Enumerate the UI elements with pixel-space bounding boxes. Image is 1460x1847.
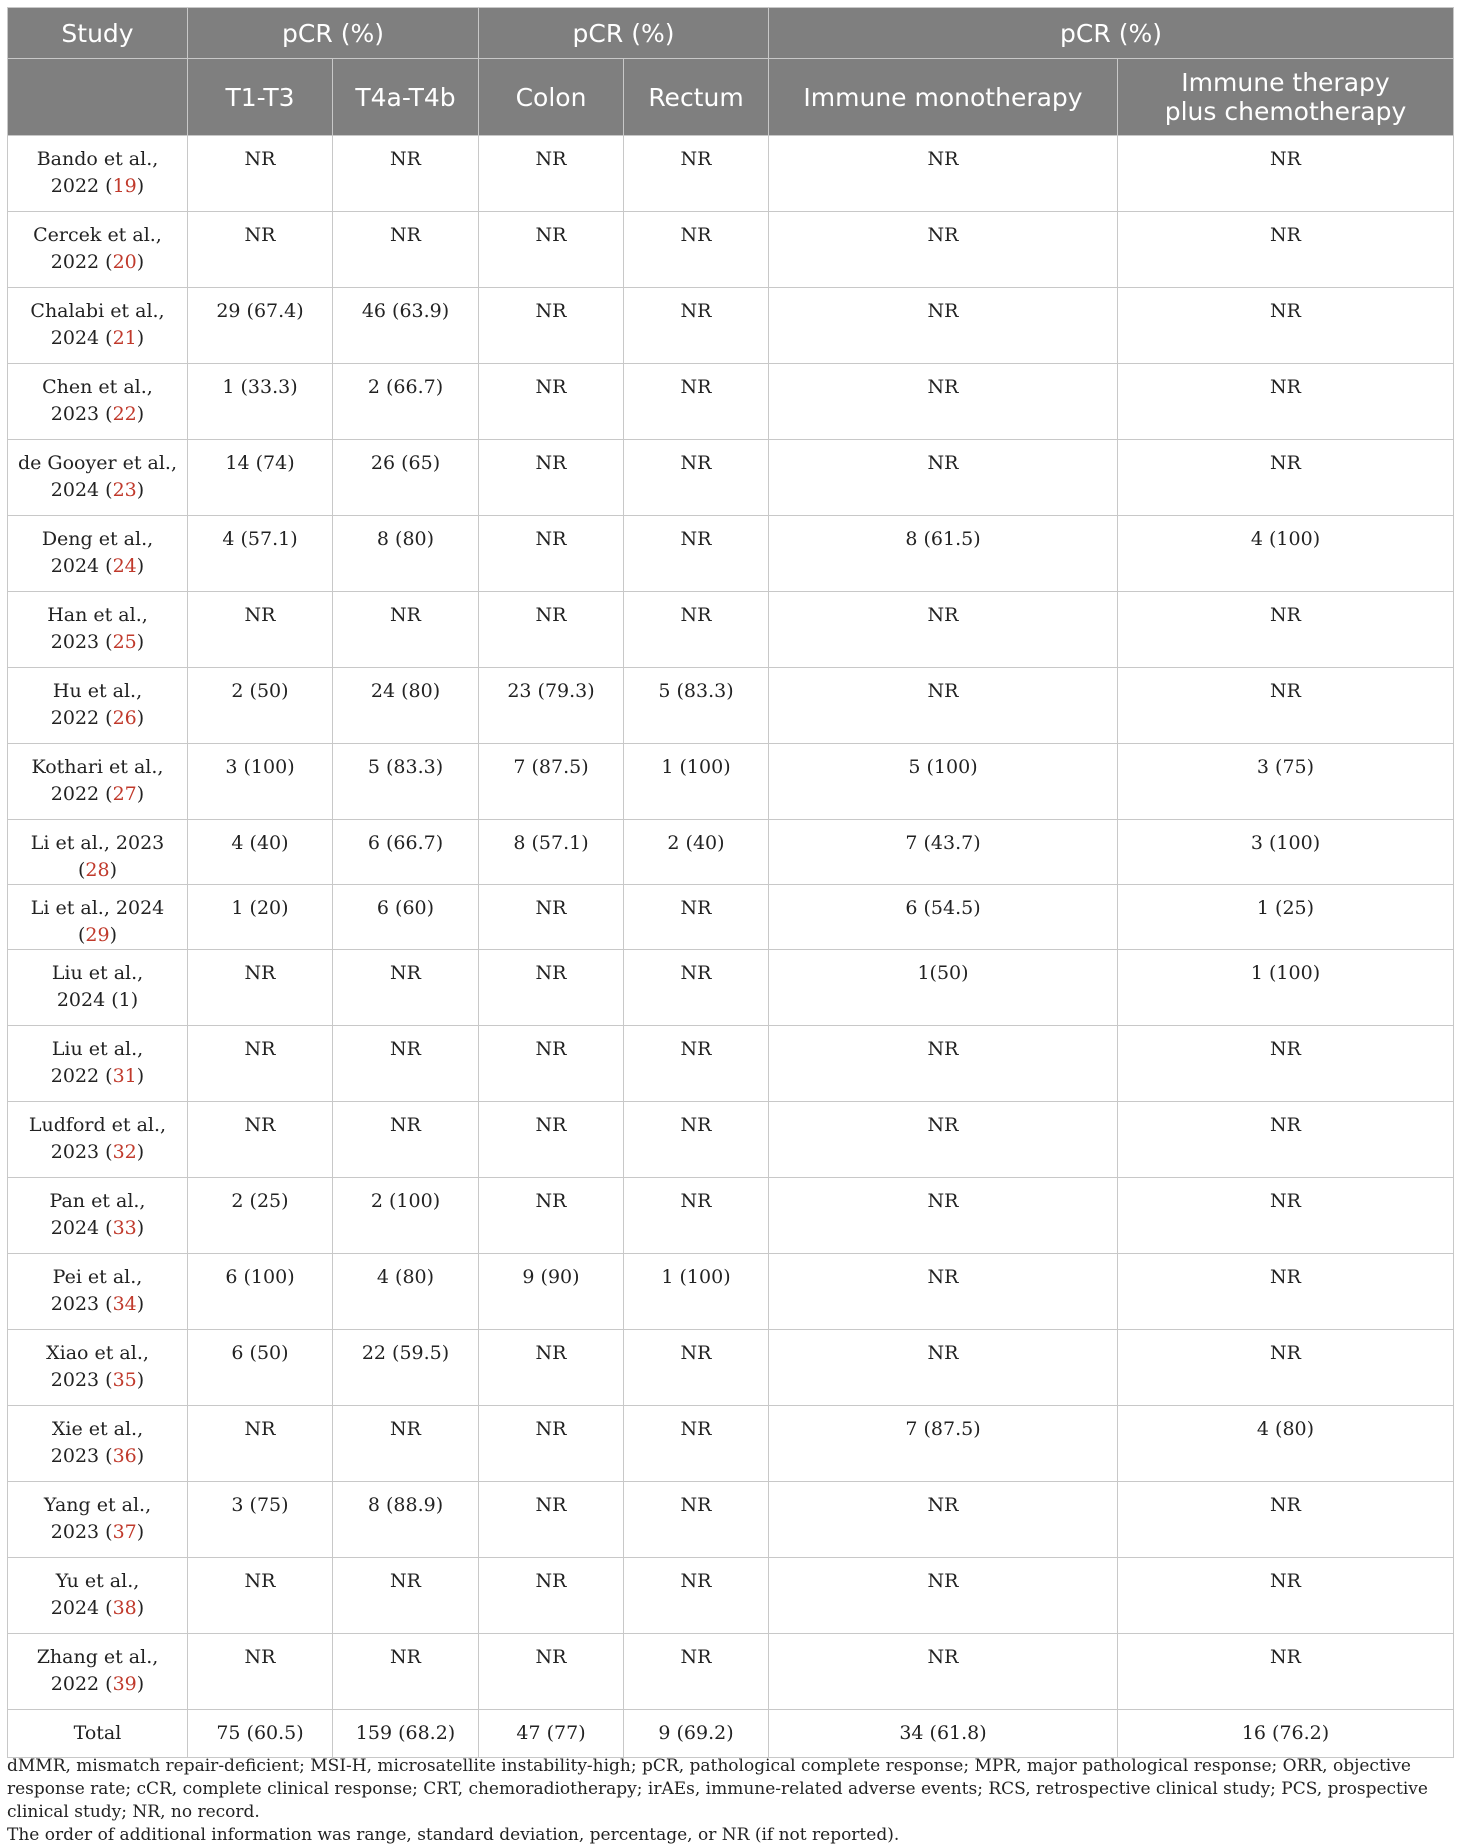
header-study-blank bbox=[8, 59, 188, 136]
reference-link[interactable]: 34 bbox=[112, 1293, 137, 1315]
value-cell: NR bbox=[1118, 212, 1454, 288]
study-cell bbox=[8, 1710, 188, 1758]
study-cell bbox=[8, 1406, 188, 1482]
reference-link[interactable]: 32 bbox=[112, 1141, 137, 1163]
value-cell: 26 (65) bbox=[333, 440, 479, 516]
value-cell: NR bbox=[1118, 1482, 1454, 1558]
study-cell bbox=[8, 1026, 188, 1102]
value-cell: NR bbox=[333, 136, 479, 212]
value-cell: NR bbox=[188, 136, 333, 212]
reference-close-paren: ) bbox=[136, 251, 145, 273]
study-year: 2024 ( bbox=[50, 479, 113, 501]
table-row bbox=[8, 364, 1454, 440]
header-group-therapy: pCR (%) bbox=[769, 8, 1454, 59]
value-cell: 5 (83.3) bbox=[333, 744, 479, 820]
value-cell: NR bbox=[1118, 668, 1454, 744]
value-cell: NR bbox=[624, 364, 769, 440]
value-cell: 4 (80) bbox=[1118, 1406, 1454, 1482]
value-cell: NR bbox=[1118, 440, 1454, 516]
study-author: Bando et al., bbox=[36, 148, 159, 170]
value-cell: NR bbox=[769, 1026, 1118, 1102]
value-cell: 1(50) bbox=[769, 950, 1118, 1026]
reference-close-paren: ) bbox=[136, 555, 145, 577]
value-cell: NR bbox=[333, 592, 479, 668]
value-cell: 1 (25) bbox=[1118, 885, 1454, 950]
reference-link[interactable]: 35 bbox=[112, 1369, 137, 1391]
value-cell: NR bbox=[1118, 1102, 1454, 1178]
value-cell: 4 (57.1) bbox=[188, 516, 333, 592]
reference-close-paren: ) bbox=[136, 479, 145, 501]
value-cell: NR bbox=[624, 1102, 769, 1178]
study-cell bbox=[8, 744, 188, 820]
value-cell: 4 (40) bbox=[188, 820, 333, 885]
table-row bbox=[8, 1406, 1454, 1482]
value-cell: NR bbox=[1118, 1634, 1454, 1710]
value-cell: NR bbox=[1118, 288, 1454, 364]
value-cell: 1 (20) bbox=[188, 885, 333, 950]
study-cell bbox=[8, 1178, 188, 1254]
table-row bbox=[8, 1558, 1454, 1634]
value-cell: NR bbox=[479, 885, 624, 950]
reference-close-paren: ) bbox=[136, 1065, 145, 1087]
reference-link[interactable]: 33 bbox=[112, 1217, 137, 1239]
reference-close-paren: ) bbox=[136, 175, 145, 197]
value-cell: 9 (69.2) bbox=[624, 1710, 769, 1758]
value-cell: NR bbox=[1118, 1330, 1454, 1406]
value-cell: NR bbox=[333, 1634, 479, 1710]
study-author: Deng et al., bbox=[41, 528, 154, 550]
reference-close-paren: ) bbox=[136, 1293, 145, 1315]
table-body bbox=[8, 136, 1454, 1758]
value-cell: NR bbox=[769, 440, 1118, 516]
results-table-container bbox=[7, 7, 1453, 1758]
reference-link[interactable]: 23 bbox=[112, 479, 137, 501]
study-cell bbox=[8, 364, 188, 440]
study-cell bbox=[8, 440, 188, 516]
value-cell: NR bbox=[624, 1406, 769, 1482]
value-cell: 2 (25) bbox=[188, 1178, 333, 1254]
value-cell: NR bbox=[1118, 1558, 1454, 1634]
header-group-stage: pCR (%) bbox=[188, 8, 479, 59]
study-author: Liu et al., bbox=[51, 962, 144, 984]
table-row bbox=[8, 440, 1454, 516]
study-year: 2022 ( bbox=[50, 175, 113, 197]
value-cell: 2 (66.7) bbox=[333, 364, 479, 440]
value-cell: 5 (100) bbox=[769, 744, 1118, 820]
value-cell: NR bbox=[479, 136, 624, 212]
value-cell: NR bbox=[624, 440, 769, 516]
study-cell bbox=[8, 885, 188, 950]
reference-link[interactable]: 24 bbox=[112, 555, 137, 577]
value-cell: NR bbox=[333, 1558, 479, 1634]
table-row bbox=[8, 1026, 1454, 1102]
table-row bbox=[8, 1330, 1454, 1406]
value-cell: NR bbox=[333, 1026, 479, 1102]
study-author: Pei et al., bbox=[52, 1266, 143, 1288]
value-cell: 7 (87.5) bbox=[769, 1406, 1118, 1482]
reference-link[interactable]: 25 bbox=[112, 631, 137, 653]
value-cell: 75 (60.5) bbox=[188, 1710, 333, 1758]
value-cell: 8 (80) bbox=[333, 516, 479, 592]
reference-link[interactable]: 27 bbox=[112, 783, 137, 805]
value-cell: NR bbox=[769, 288, 1118, 364]
value-cell: NR bbox=[769, 1482, 1118, 1558]
value-cell: 6 (60) bbox=[333, 885, 479, 950]
value-cell: NR bbox=[479, 1026, 624, 1102]
reference-close-paren: ) bbox=[136, 1521, 145, 1543]
value-cell: 1 (100) bbox=[624, 1254, 769, 1330]
footnote-abbreviations: dMMR, mismatch repair-deficient; MSI-H, microsatellite instability-high; pCR, pathological complete response; MPR, major pathological response; ORR, objective response rate; cCR, complete clinical response; CRT, chemoradiotherapy; irAEs, immune-related adverse events; RCS, retrospective clinical study; PCS, prospective clinical study; NR, no record. bbox=[7, 1756, 1428, 1822]
study-cell bbox=[8, 1558, 188, 1634]
value-cell: NR bbox=[479, 440, 624, 516]
value-cell: 4 (100) bbox=[1118, 516, 1454, 592]
value-cell: NR bbox=[1118, 1254, 1454, 1330]
reference-link[interactable]: 36 bbox=[112, 1445, 137, 1467]
table-row bbox=[8, 668, 1454, 744]
reference-link[interactable]: 21 bbox=[112, 327, 137, 349]
value-cell: NR bbox=[479, 212, 624, 288]
value-cell: 22 (59.5) bbox=[333, 1330, 479, 1406]
value-cell: 6 (50) bbox=[188, 1330, 333, 1406]
pcr-table bbox=[7, 7, 1454, 1758]
study-cell bbox=[8, 516, 188, 592]
study-year: 2024 ( bbox=[50, 327, 113, 349]
reference-link[interactable]: 28 bbox=[85, 859, 110, 881]
study-author: de Gooyer et al., bbox=[17, 452, 177, 474]
value-cell: NR bbox=[479, 1102, 624, 1178]
study-author: Xie et al., bbox=[51, 1418, 144, 1440]
table-header bbox=[8, 8, 1454, 136]
value-cell: 9 (90) bbox=[479, 1254, 624, 1330]
value-cell: NR bbox=[479, 1178, 624, 1254]
study-author: Total bbox=[73, 1722, 122, 1744]
reference-close-paren: ) bbox=[136, 327, 145, 349]
study-author: Chen et al., bbox=[42, 376, 153, 398]
study-year: 2023 ( bbox=[50, 631, 113, 653]
value-cell: NR bbox=[769, 1178, 1118, 1254]
study-cell bbox=[8, 288, 188, 364]
value-cell: NR bbox=[624, 1558, 769, 1634]
reference-close-paren: ) bbox=[136, 1445, 145, 1467]
value-cell: NR bbox=[769, 212, 1118, 288]
reference-close-paren: ) bbox=[136, 1369, 145, 1391]
value-cell: NR bbox=[333, 950, 479, 1026]
study-year: 2022 ( bbox=[50, 707, 113, 729]
study-year: 2023 ( bbox=[50, 1521, 113, 1543]
value-cell: 34 (61.8) bbox=[769, 1710, 1118, 1758]
study-cell bbox=[8, 212, 188, 288]
table-row bbox=[8, 950, 1454, 1026]
value-cell: NR bbox=[769, 592, 1118, 668]
study-year: 2023 ( bbox=[50, 403, 113, 425]
study-year: 2024 ( bbox=[50, 1597, 113, 1619]
study-cell bbox=[8, 1102, 188, 1178]
footnote-order: The order of additional information was range, standard deviation, percentage, or NR (if not reported). bbox=[7, 1825, 900, 1845]
study-author: Han et al., bbox=[47, 604, 148, 626]
value-cell: NR bbox=[624, 516, 769, 592]
study-year: 2022 ( bbox=[50, 1673, 113, 1695]
study-year: 2023 ( bbox=[50, 1293, 113, 1315]
table-row bbox=[8, 136, 1454, 212]
value-cell: 159 (68.2) bbox=[333, 1710, 479, 1758]
header-immune-monotherapy: Immune monotherapy bbox=[769, 59, 1118, 136]
value-cell: NR bbox=[333, 1406, 479, 1482]
value-cell: NR bbox=[769, 1558, 1118, 1634]
value-cell: NR bbox=[769, 1330, 1118, 1406]
value-cell: NR bbox=[624, 950, 769, 1026]
value-cell: 29 (67.4) bbox=[188, 288, 333, 364]
reference-close-paren: ) bbox=[136, 631, 145, 653]
value-cell: NR bbox=[188, 1026, 333, 1102]
study-year: 2023 ( bbox=[50, 1445, 113, 1467]
reference-close-paren: ) bbox=[109, 924, 118, 946]
value-cell: 8 (61.5) bbox=[769, 516, 1118, 592]
header-group-site: pCR (%) bbox=[479, 8, 769, 59]
value-cell: NR bbox=[624, 592, 769, 668]
value-cell: NR bbox=[188, 1634, 333, 1710]
value-cell: NR bbox=[1118, 1178, 1454, 1254]
value-cell: NR bbox=[1118, 592, 1454, 668]
reference-link[interactable]: 37 bbox=[112, 1521, 137, 1543]
value-cell: 3 (100) bbox=[188, 744, 333, 820]
study-cell bbox=[8, 1330, 188, 1406]
value-cell: NR bbox=[479, 364, 624, 440]
value-cell: 16 (76.2) bbox=[1118, 1710, 1454, 1758]
table-row bbox=[8, 820, 1454, 885]
value-cell: NR bbox=[333, 1102, 479, 1178]
study-cell bbox=[8, 1634, 188, 1710]
value-cell: 8 (57.1) bbox=[479, 820, 624, 885]
value-cell: NR bbox=[769, 364, 1118, 440]
study-cell bbox=[8, 136, 188, 212]
table-row bbox=[8, 592, 1454, 668]
study-author: Liu et al., bbox=[51, 1038, 144, 1060]
study-author: Li et al., 2024 ( bbox=[30, 897, 165, 946]
value-cell: 24 (80) bbox=[333, 668, 479, 744]
study-author: Zhang et al., bbox=[36, 1646, 159, 1668]
value-cell: NR bbox=[624, 288, 769, 364]
reference-close-paren: ) bbox=[136, 1141, 145, 1163]
value-cell: NR bbox=[479, 592, 624, 668]
header-t1-t3: T1-T3 bbox=[188, 59, 333, 136]
header-immune-plus-chemo: Immune therapy plus chemotherapy bbox=[1118, 59, 1454, 136]
table-row bbox=[8, 885, 1454, 950]
table-footnotes bbox=[7, 1755, 1453, 1847]
value-cell: NR bbox=[479, 1482, 624, 1558]
table-row bbox=[8, 744, 1454, 820]
study-year: 2023 ( bbox=[50, 1141, 113, 1163]
value-cell: NR bbox=[624, 885, 769, 950]
reference-close-paren: ) bbox=[136, 783, 145, 805]
value-cell: NR bbox=[624, 1178, 769, 1254]
value-cell: NR bbox=[624, 212, 769, 288]
value-cell: 2 (100) bbox=[333, 1178, 479, 1254]
table-row bbox=[8, 1178, 1454, 1254]
table-row bbox=[8, 1102, 1454, 1178]
value-cell: NR bbox=[188, 1406, 333, 1482]
value-cell: 1 (100) bbox=[1118, 950, 1454, 1026]
reference-link[interactable]: 19 bbox=[112, 175, 137, 197]
value-cell: 6 (66.7) bbox=[333, 820, 479, 885]
table-row bbox=[8, 288, 1454, 364]
reference-close-paren: ) bbox=[136, 707, 145, 729]
value-cell: NR bbox=[333, 212, 479, 288]
reference-link[interactable]: 38 bbox=[112, 1597, 137, 1619]
value-cell: NR bbox=[188, 1102, 333, 1178]
study-author: Yu et al., bbox=[55, 1570, 140, 1592]
value-cell: NR bbox=[769, 668, 1118, 744]
value-cell: NR bbox=[1118, 1026, 1454, 1102]
value-cell: NR bbox=[624, 1482, 769, 1558]
value-cell: 6 (54.5) bbox=[769, 885, 1118, 950]
header-study: Study bbox=[8, 8, 188, 59]
value-cell: 4 (80) bbox=[333, 1254, 479, 1330]
value-cell: NR bbox=[479, 950, 624, 1026]
value-cell: NR bbox=[479, 516, 624, 592]
value-cell: 3 (75) bbox=[188, 1482, 333, 1558]
value-cell: NR bbox=[1118, 136, 1454, 212]
value-cell: NR bbox=[769, 1254, 1118, 1330]
study-cell bbox=[8, 668, 188, 744]
header-t4a-t4b: T4a-T4b bbox=[333, 59, 479, 136]
value-cell: NR bbox=[1118, 364, 1454, 440]
table-row bbox=[8, 1254, 1454, 1330]
reference-close-paren: ) bbox=[136, 403, 145, 425]
value-cell: 3 (100) bbox=[1118, 820, 1454, 885]
value-cell: 8 (88.9) bbox=[333, 1482, 479, 1558]
header-colon: Colon bbox=[479, 59, 624, 136]
table-row bbox=[8, 1710, 1454, 1758]
value-cell: NR bbox=[188, 592, 333, 668]
value-cell: NR bbox=[624, 1330, 769, 1406]
value-cell: NR bbox=[479, 1406, 624, 1482]
value-cell: NR bbox=[769, 136, 1118, 212]
value-cell: NR bbox=[769, 1634, 1118, 1710]
reference-close-paren: ) bbox=[109, 859, 118, 881]
value-cell: 7 (87.5) bbox=[479, 744, 624, 820]
study-author: Yang et al., bbox=[43, 1494, 152, 1516]
study-author: Li et al., 2023 ( bbox=[30, 832, 165, 881]
reference-link[interactable]: 22 bbox=[112, 403, 137, 425]
value-cell: NR bbox=[188, 950, 333, 1026]
study-author: Chalabi et al., bbox=[30, 300, 165, 322]
value-cell: 2 (50) bbox=[188, 668, 333, 744]
value-cell: NR bbox=[188, 1558, 333, 1634]
value-cell: 14 (74) bbox=[188, 440, 333, 516]
study-year: 2022 ( bbox=[50, 783, 113, 805]
study-author: Cercek et al., bbox=[33, 224, 162, 246]
value-cell: 5 (83.3) bbox=[624, 668, 769, 744]
reference-link[interactable]: 31 bbox=[112, 1065, 137, 1087]
value-cell: 23 (79.3) bbox=[479, 668, 624, 744]
table-row bbox=[8, 1482, 1454, 1558]
study-cell bbox=[8, 592, 188, 668]
header-rectum: Rectum bbox=[624, 59, 769, 136]
value-cell: 1 (100) bbox=[624, 744, 769, 820]
value-cell: NR bbox=[479, 288, 624, 364]
study-author: Pan et al., bbox=[49, 1190, 146, 1212]
study-author: Kothari et al., bbox=[31, 756, 164, 778]
value-cell: 6 (100) bbox=[188, 1254, 333, 1330]
table-row bbox=[8, 212, 1454, 288]
value-cell: 3 (75) bbox=[1118, 744, 1454, 820]
study-year: 2024 ( bbox=[50, 555, 113, 577]
value-cell: NR bbox=[624, 1026, 769, 1102]
table-row bbox=[8, 516, 1454, 592]
value-cell: 46 (63.9) bbox=[333, 288, 479, 364]
reference-link[interactable]: 29 bbox=[85, 924, 110, 946]
value-cell: NR bbox=[624, 1634, 769, 1710]
study-cell bbox=[8, 1482, 188, 1558]
study-author: Hu et al., bbox=[52, 680, 143, 702]
value-cell: NR bbox=[479, 1634, 624, 1710]
value-cell: NR bbox=[479, 1558, 624, 1634]
value-cell: NR bbox=[624, 136, 769, 212]
table-row bbox=[8, 1634, 1454, 1710]
study-cell bbox=[8, 820, 188, 885]
value-cell: 2 (40) bbox=[624, 820, 769, 885]
reference-link[interactable]: 20 bbox=[112, 251, 137, 273]
study-year: 2022 ( bbox=[50, 251, 113, 273]
study-cell bbox=[8, 1254, 188, 1330]
value-cell: 47 (77) bbox=[479, 1710, 624, 1758]
study-year: 2022 ( bbox=[50, 1065, 113, 1087]
value-cell: 7 (43.7) bbox=[769, 820, 1118, 885]
study-cell bbox=[8, 950, 188, 1026]
value-cell: NR bbox=[769, 1102, 1118, 1178]
value-cell: NR bbox=[188, 212, 333, 288]
value-cell: 1 (33.3) bbox=[188, 364, 333, 440]
value-cell: NR bbox=[479, 1330, 624, 1406]
reference-link[interactable]: 26 bbox=[112, 707, 137, 729]
reference-close-paren: ) bbox=[136, 1673, 145, 1695]
study-year: 2023 ( bbox=[50, 1369, 113, 1391]
reference-close-paren: ) bbox=[136, 1597, 145, 1619]
study-author: Xiao et al., bbox=[46, 1342, 149, 1364]
reference-link[interactable]: 39 bbox=[112, 1673, 137, 1695]
study-year: 2024 (1) bbox=[56, 989, 139, 1011]
study-author: Ludford et al., bbox=[28, 1114, 167, 1136]
reference-close-paren: ) bbox=[136, 1217, 145, 1239]
study-year: 2024 ( bbox=[50, 1217, 113, 1239]
